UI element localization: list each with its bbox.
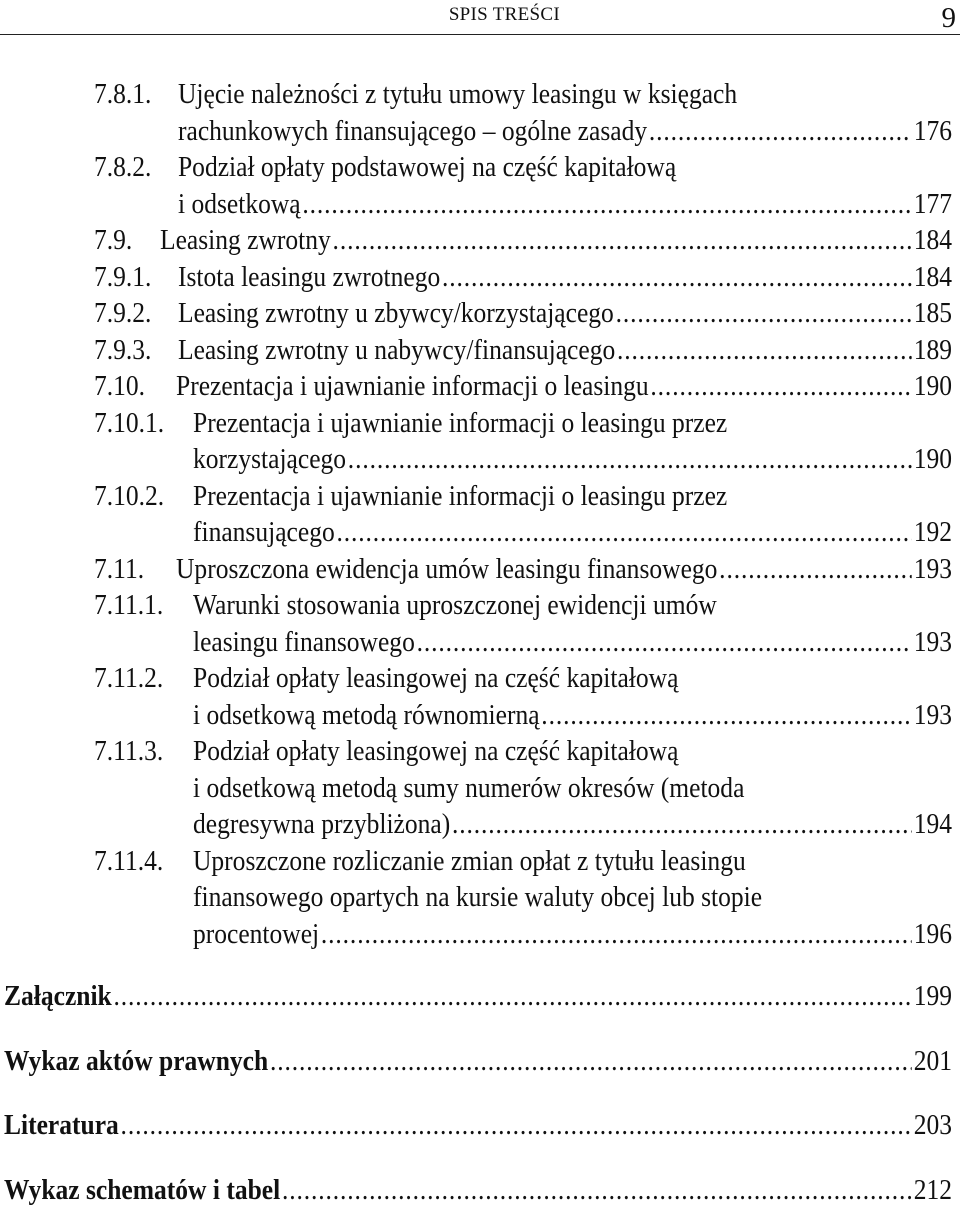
toc-entry-leader-line xyxy=(178,113,952,149)
dot-leader xyxy=(348,441,912,477)
dot-leader xyxy=(336,514,911,550)
toc-entry-leader-line xyxy=(178,332,952,368)
toc-entry-title-line: Leasing zwrotny u nabywcy/finansującego xyxy=(177,333,616,366)
dot-leader xyxy=(617,332,912,368)
toc-entry-title-line: leasingu finansowego xyxy=(192,625,415,658)
toc-entry-leader-line xyxy=(193,624,952,660)
toc-entry-number: 7.11. xyxy=(93,552,145,585)
toc-section-title: Wykaz schematów i tabel xyxy=(3,1173,281,1206)
toc-entry-number: 7.8.1. xyxy=(93,78,152,110)
dot-leader xyxy=(616,295,912,331)
toc-entry-leader-line xyxy=(193,514,952,550)
toc-entry-leader-line xyxy=(176,368,952,404)
toc-entry-leader-line xyxy=(193,697,952,733)
toc-entry-title-line: Prezentacja i ujawnianie informacji o leasingu przez xyxy=(192,479,728,512)
toc-entry-page: 176 xyxy=(913,114,952,147)
dot-leader xyxy=(417,624,912,660)
header-rule xyxy=(0,34,960,35)
toc-entry-number: 7.11.1. xyxy=(93,589,164,621)
dot-leader xyxy=(121,1107,912,1143)
toc-section-leader-line xyxy=(4,1107,952,1143)
toc-entry-page: 193 xyxy=(913,625,952,658)
toc-entry-number: 7.9.3. xyxy=(93,333,152,366)
toc-entry-number: 7.11.3. xyxy=(93,735,164,767)
toc-section-title: Wykaz aktów prawnych xyxy=(3,1044,269,1077)
running-header xyxy=(0,0,960,44)
toc-entry-leader-line xyxy=(176,551,952,587)
toc-entry-page: 190 xyxy=(913,443,952,475)
toc-entry-leader-line xyxy=(193,441,952,477)
dot-leader xyxy=(452,806,912,842)
dot-leader xyxy=(282,1172,912,1208)
dot-leader xyxy=(302,186,912,222)
toc-entry-title-line: korzystającego xyxy=(192,443,347,475)
toc-entry-page: 196 xyxy=(913,917,952,950)
toc-entry-title-line: Leasing zwrotny u zbywcy/korzystającego xyxy=(177,297,614,329)
toc-entry-title-line: Prezentacja i ujawnianie informacji o leasingu przez xyxy=(192,406,728,439)
toc-entry-page: 193 xyxy=(913,552,952,585)
dot-leader xyxy=(333,222,912,258)
toc-entry-title-line: rachunkowych finansującego – ogólne zasady xyxy=(177,114,648,147)
toc-section-page: 212 xyxy=(913,1173,952,1206)
dot-leader xyxy=(442,259,912,295)
dot-leader xyxy=(719,551,912,587)
toc-entry-number: 7.9.1. xyxy=(93,260,152,293)
toc-entry-title-line: Prezentacja i ujawnianie informacji o leasingu xyxy=(176,370,649,402)
toc-entry-number: 7.11.4. xyxy=(93,844,164,877)
dot-leader xyxy=(114,978,912,1014)
toc-entry-title-line: degresywna przybliżona) xyxy=(192,808,451,840)
toc-entry-page: 194 xyxy=(913,808,952,840)
toc-entry-number: 7.10.1. xyxy=(93,406,165,439)
toc-entry-title-line: finansującego xyxy=(192,516,335,548)
toc-section-page: 201 xyxy=(913,1044,952,1077)
toc-entry-title-line: Istota leasingu zwrotnego xyxy=(177,260,441,293)
toc-entry-page: 192 xyxy=(913,516,952,548)
toc-entry-title-line: Podział opłaty leasingowej na część kapitałową xyxy=(192,735,679,767)
toc-entry-page: 177 xyxy=(913,187,952,220)
toc-entry-leader-line xyxy=(178,295,952,331)
toc-entry-leader-line xyxy=(178,186,952,222)
toc-entry-number: 7.10.2. xyxy=(93,479,165,512)
toc-section-leader-line xyxy=(4,978,952,1014)
toc-entry-number: 7.8.2. xyxy=(93,151,152,183)
toc-entry-number: 7.10. xyxy=(93,370,146,402)
dot-leader xyxy=(649,113,912,149)
toc-section-leader-line xyxy=(4,1172,952,1208)
toc-entry-title-line: i odsetkową metodą sumy numerów okresów (metoda xyxy=(192,771,745,804)
dot-leader xyxy=(321,916,912,952)
toc-entry-leader-line xyxy=(193,916,952,952)
toc-entry-number: 7.9. xyxy=(93,224,133,256)
toc-section-leader-line xyxy=(4,1043,952,1079)
toc-entry-title-line: Uproszczona ewidencja umów leasingu finansowego xyxy=(176,552,718,585)
toc-entry-title-line: i odsetkową metodą równomierną xyxy=(192,698,540,731)
toc-entry-title-line: Ujęcie należności z tytułu umowy leasingu w księgach xyxy=(177,78,738,110)
page-number: 9 xyxy=(941,2,956,34)
toc-entry-number: 7.9.2. xyxy=(93,297,152,329)
toc-entry-title-line: Warunki stosowania uproszczonej ewidencji umów xyxy=(192,589,717,621)
toc-entry-page: 189 xyxy=(913,333,952,366)
toc-entry-title-line: procentowej xyxy=(192,917,320,950)
toc-entry-page: 193 xyxy=(913,698,952,731)
toc-entry-title-line: Leasing zwrotny xyxy=(159,224,331,256)
toc-entry-leader-line xyxy=(160,222,952,258)
toc-entry-title-line: finansowego opartych na kursie waluty obcej lub stopie xyxy=(192,881,763,913)
toc-entry-title-line: Uproszczone rozliczanie zmian opłat z tytułu leasingu xyxy=(192,844,746,877)
toc-section-title: Literatura xyxy=(3,1109,119,1141)
toc-entry-page: 184 xyxy=(913,260,952,293)
toc-entry-leader-line xyxy=(193,806,952,842)
toc-section-page: 199 xyxy=(913,980,952,1012)
dot-leader xyxy=(270,1043,912,1079)
toc-entry-page: 184 xyxy=(913,224,952,256)
toc-entry-page: 190 xyxy=(913,370,952,402)
toc-entry-leader-line xyxy=(178,259,952,295)
toc-entry-title-line: i odsetkową xyxy=(177,187,301,220)
toc-entry-number: 7.11.2. xyxy=(93,662,164,694)
header-title: SPIS TREŚCI xyxy=(448,4,560,25)
dot-leader xyxy=(650,368,912,404)
toc-entry-title-line: Podział opłaty podstawowej na część kapitałową xyxy=(177,151,677,183)
toc-entry-page: 185 xyxy=(913,297,952,329)
toc-section-page: 203 xyxy=(913,1109,952,1141)
toc-section-title: Załącznik xyxy=(3,980,112,1012)
toc-entry-title-line: Podział opłaty leasingowej na część kapitałową xyxy=(192,662,679,694)
dot-leader xyxy=(541,697,912,733)
